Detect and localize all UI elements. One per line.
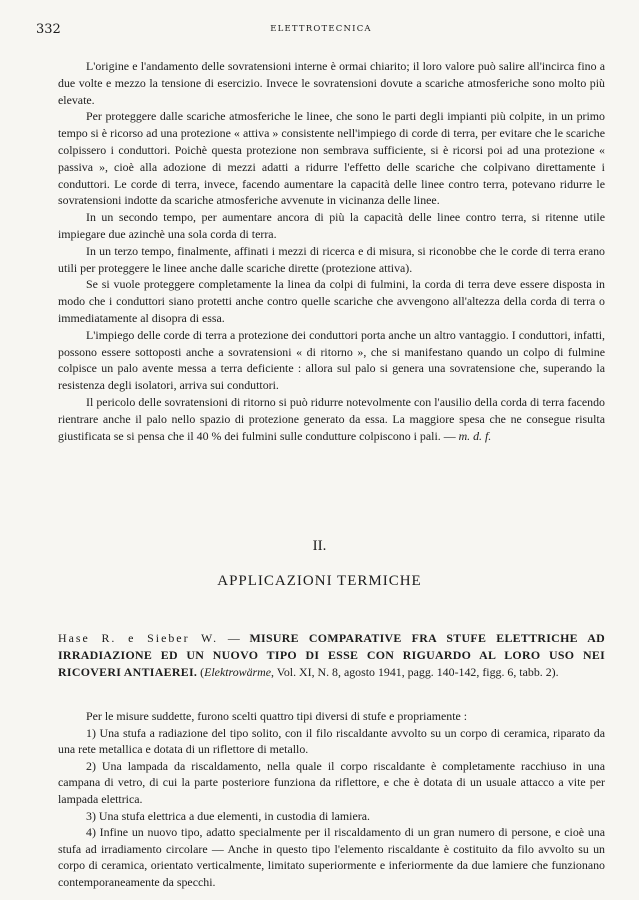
reference-dash: — [218, 631, 250, 645]
reference-title: MISURE COMPARATIVE FRA STUFE ELETTRICHE AD IRRADIAZIONE ED UN NUOVO TIPO DI ESSE CON RIGUARDO AL LORO USO NEI RICOVERI ANTIAEREI. [58, 631, 605, 679]
paragraph-text: Il pericolo delle sovratensioni di ritorno si può ridurre notevolmente con l'ausilio della corda di terra facendo rientrare anche il palo nello spazio di protezione generato da essa. La maggiore spesa che ne consegue risulta giustificata se si pensa che il 40 % dei fulmini sulle condutture colpiscono i pali. — [58, 394, 605, 443]
reference-authors: Hase R. e Sieber W. [58, 631, 219, 645]
article-body [58, 58, 605, 444]
stove-types-list [58, 708, 605, 891]
paragraph: L'impiego delle corde di terra a protezione dei conduttori porta anche un altro vantaggio. I conduttori, infatti, possono essere sottoposti anche a sovratensioni « di ritorno », che si manifestano quando un colpo di fulmine colpisce un palo avente messa a terra deficiente : allora sul palo si genera una sovratensione che, superando la resistenza degli isolatori, arriva sui conduttori. [58, 327, 605, 393]
paragraph [58, 394, 605, 444]
bibliographic-reference: Hase R. e Sieber W. — MISURE COMPARATIVE FRA STUFE ELETTRICHE AD IRRADIAZIONE ED UN NUOVO TIPO DI ESSE CON RIGUARDO AL LORO USO NEI RICOVERI ANTIAEREI. (Elektrowärme, Vol. XI, N. 8, agosto 1941, pagg. 140-142, figg. 6, tabb. 2). [58, 631, 605, 679]
paragraph: Se si vuole proteggere completamente la linea da colpi di fulmini, la corda di terra deve essere disposta in modo che i conduttori siano protetti anche contro quelle scariche che avvengono all'altezza della corda di terra o immediatamente al disopra di essa. [58, 277, 605, 325]
reference-journal: Elektrowärme [204, 664, 272, 679]
list-item: 2) Una lampada da riscaldamento, nella quale il corpo riscaldante è completamente racchiuso in una campana di vetro, di cui la parte posteriore funziona da riflettore, e che è dotata di un usuale attacco a vite per lampada elettrica. [58, 758, 605, 806]
signature: m. d. f. [458, 428, 492, 443]
reference-details: , Vol. XI, N. 8, agosto 1941, pagg. 140-142, figg. 6, tabb. 2). [271, 664, 559, 679]
list-item: 3) Una stufa elettrica a due elementi, in custodia di lamiera. [86, 808, 370, 823]
paragraph: L'origine e l'andamento delle sovratensioni interne è ormai chiarito; il loro valore può salire all'incirca fino a due volte e mezzo la tensione di esercizio. Invece le sovratensioni dovute a scariche atmosferiche sono molto più elevate. [58, 59, 605, 107]
page-number: 332 [36, 22, 61, 37]
running-title: ELETTROTECNICA [270, 24, 372, 34]
paragraph: In un secondo tempo, per aumentare ancora di più la capacità delle linee contro terra, si ritenne utile impiegare due azinchè una sola corda di terra. [58, 210, 605, 241]
paragraph: In un terzo tempo, finalmente, affinati i mezzi di ricerca e di misura, si riconobbe che le corde di terra erano utili per proteggere le linee anche dalle scariche dirette (protezione attiva). [58, 243, 605, 275]
list-item: 1) Una stufa a radiazione del tipo solito, con il filo riscaldante avvolto su un corpo di ceramica, riparato da una rete metallica e dotata di un riflettore di metallo. [58, 725, 605, 757]
section-number: II. [312, 538, 327, 554]
list-intro: Per le misure suddette, furono scelti quattro tipi diversi di stufe e propriamente : [86, 709, 468, 723]
paragraph: Per proteggere dalle scariche atmosferiche le linee, che sono le parti degli impianti più colpite, in un primo tempo si è ricorso ad una protezione « attiva » consistente nell'impiego di corde di terra, per evitare che le scariche colpissero i conduttori. Poichè questa protezione non sembrava sufficiente, si è ricorsi poi ad una protezione « passiva », cioè alla adozione di mezzi adatti a ridurre l'effetto delle scariche che colpivano direttamente i conduttori. Le corde di terra, invece, facendo aumentare la capacità delle linee contro terra, potevano ridurre le sovratensioni indotte da scariche atmosferiche avvenute in vicinanza delle linee. [58, 109, 605, 208]
section-title: APPLICAZIONI TERMICHE [217, 573, 422, 589]
page-header [36, 22, 606, 42]
list-item: 4) Infine un nuovo tipo, adatto specialmente per il riscaldamento di un gran numero di persone, e cioè una stufa ad irradiamento circolare — Anche in questo tipo l'elemento riscaldante è costituito da filo avvolto su un corpo di ceramica, orientato verticalmente, limitato superiormente e inferiormente da due lamiere che funzionano contemporaneamente da specchi. [58, 825, 605, 889]
